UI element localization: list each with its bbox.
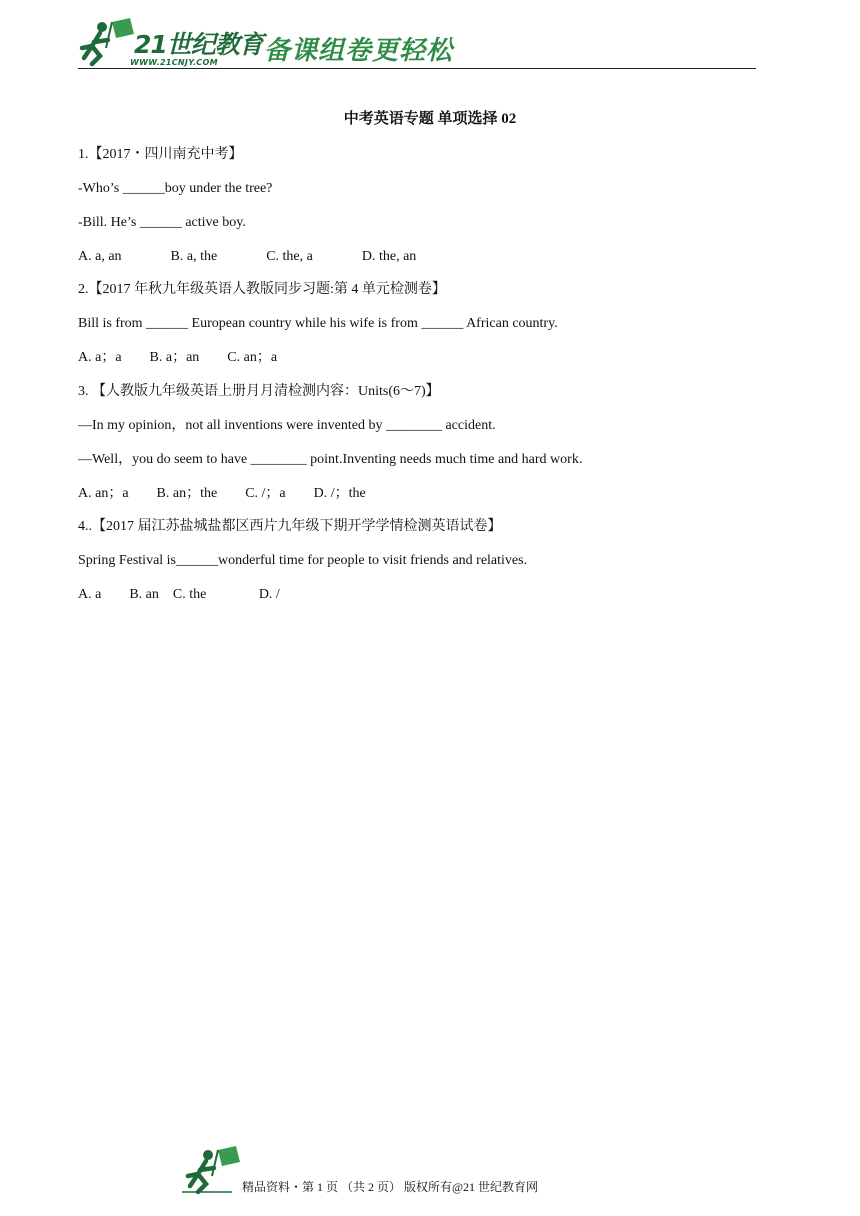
question-3-stem-line-1: —In my opinion，not all inventions were invented by ________ accident. [78,418,496,433]
page-header [78,18,756,70]
running-man-with-flag-icon [182,1146,244,1194]
page-title: 中考英语专题 单项选择 02 [343,111,517,127]
brand-slogan: 备课组卷更轻松 [264,36,454,66]
question-1-stem-line-2: -Bill. He’s ______ active boy. [78,215,246,230]
question-2-stem-line-1: Bill is from ______ European country while his wife is from ______ African country. [78,316,558,331]
question-1-stem-line-1: -Who’s ______boy under the tree? [78,181,273,196]
question-2-source: 2.【2017 年秋九年级英语人教版同步习题:第 4 单元检测卷】 [78,282,446,297]
question-1-source: 1.【2017・四川南充中考】 [78,147,243,162]
question-4-source: 4..【2017 届江苏盐城盐都区西片九年级下期开学学情检测英语试卷】 [78,519,502,534]
footer-text: 精品资料・第 1 页 （共 2 页） 版权所有@21 世纪教育网 [242,1180,539,1194]
question-2-options: A. a；a B. a；an C. an；a [78,350,278,365]
question-3-stem-line-2: —Well，you do seem to have ________ point.Inventing needs much time and hard work. [78,452,583,467]
question-3-options: A. an；a B. an；the C. /；a D. /；the [78,486,366,501]
brand-name: 21世纪教育 [134,30,263,59]
header-divider [78,68,756,69]
running-man-with-flag-icon [78,18,138,68]
question-3-source: 3. 【人教版九年级英语上册月月清检测内容：Units(6～7)】 [78,384,440,399]
question-4-stem-line-1: Spring Festival is______wonderful time for people to visit friends and relatives. [78,553,528,568]
question-4-options: A. a B. an C. the D. / [78,587,280,602]
question-1-options: A. a, an B. a, the C. the, a D. the, an [78,249,417,264]
brand-url: WWW.21CNJY.COM [130,58,218,67]
